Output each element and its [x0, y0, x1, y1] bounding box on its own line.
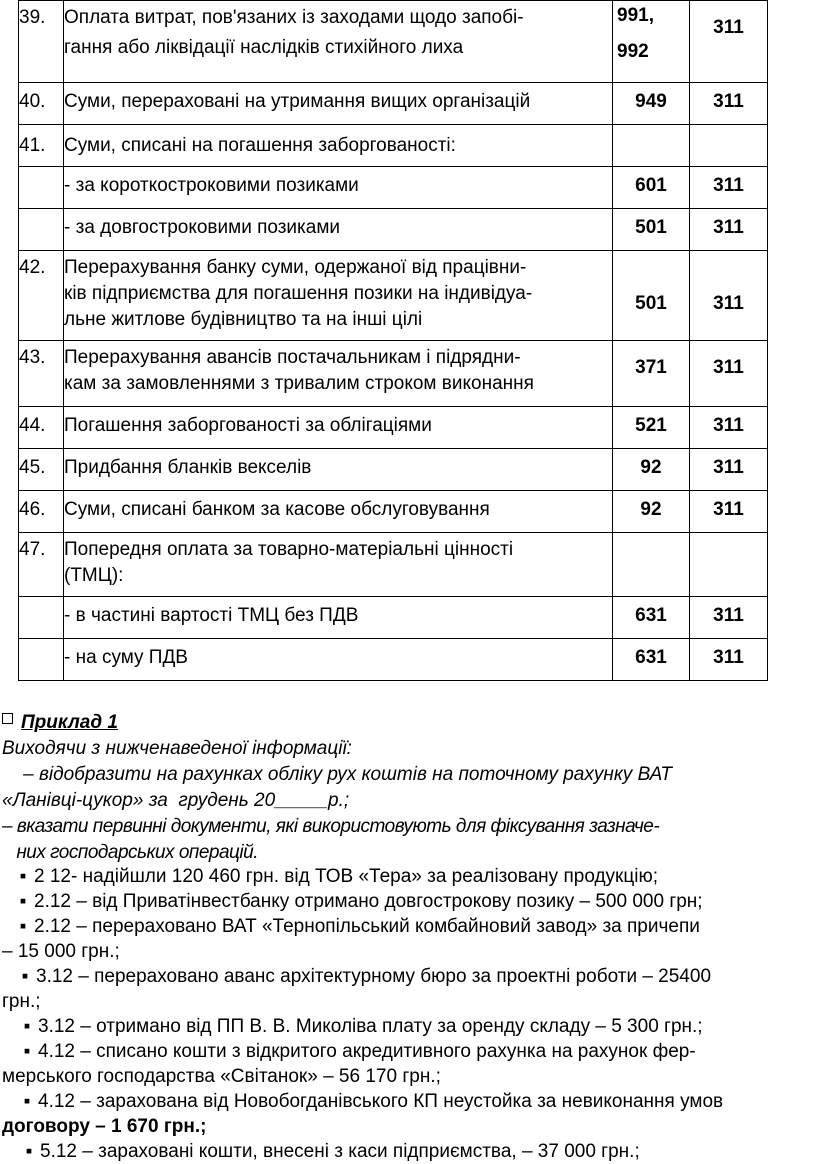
row-description [64, 167, 613, 209]
transaction-item [14, 966, 711, 988]
row-description [64, 407, 613, 449]
transaction-text: 2.12 – перераховано ВАТ «Тернопільський комбайновий завод» за причепи [34, 916, 700, 937]
bullet-icon: ▪ [19, 891, 27, 912]
debit-account [613, 83, 690, 125]
row-number: 45. [19, 449, 64, 491]
row-number: 46. [19, 491, 64, 533]
transaction-item [16, 1016, 703, 1038]
description-line: Перерахування авансів постачальникам і підрядни- [64, 347, 521, 368]
bullet-icon: ▪ [19, 866, 27, 887]
debit-account [613, 597, 690, 639]
transaction-item [12, 916, 700, 938]
debit-value: 371 [635, 357, 667, 378]
transaction-text: 2 12- надійшли 120 460 грн. від ТОВ «Тера» за реалізовану продукцію; [34, 866, 658, 887]
debit-account [613, 533, 690, 597]
bullet-icon: ▪ [23, 1091, 31, 1112]
description-line: кам за замовленнями з тривалим строком виконання [64, 373, 534, 394]
transaction-item [2, 941, 120, 963]
example-title [2, 712, 118, 734]
description-line: Попередня оплата за товарно-матеріальні цінності [64, 539, 514, 560]
row-number [19, 167, 64, 209]
row-description [64, 597, 613, 639]
description-line: - за довгостроковими позиками [64, 217, 341, 238]
description-line: - за короткостроковими позиками [64, 175, 359, 196]
row-description [64, 491, 613, 533]
debit-value: 992 [617, 41, 649, 62]
debit-value: 601 [635, 175, 667, 196]
table-row [19, 449, 768, 491]
transaction-text: мерського господарства «Світанок» – 56 170 грн.; [2, 1066, 441, 1087]
description-line: (ТМЦ): [64, 565, 124, 586]
description-line: Суми, перераховані на утримання вищих організацій [64, 91, 531, 112]
row-description [64, 533, 613, 597]
transaction-text: 2.12 – від Приватінвестбанку отримано довгострокову позику – 500 000 грн; [34, 891, 703, 912]
table-row [19, 83, 768, 125]
transaction-text: 4.12 – списано кошти з відкритого акредитивного рахунка на рахунок фер- [38, 1041, 696, 1062]
debit-value: 991, [617, 5, 654, 26]
description-line: Погашення заборгованості за облігаціями [64, 415, 432, 436]
description-line: Оплата витрат, пов'язаних із заходами щодо запобі- [64, 7, 524, 28]
credit-account: 311 [690, 597, 768, 639]
description-line: - в частині вартості ТМЦ без ПДВ [64, 605, 359, 626]
row-number: 43. [19, 341, 64, 407]
credit-account: 311 [690, 209, 768, 251]
credit-account: 311 [690, 491, 768, 533]
credit-account: 311 [690, 449, 768, 491]
transaction-text: договору – 1 670 грн.; [2, 1116, 207, 1137]
table-row [19, 597, 768, 639]
row-description [64, 639, 613, 681]
description-line: льне житлове будівництво та на інші цілі [64, 309, 423, 330]
row-description [64, 341, 613, 407]
debit-value: 92 [640, 457, 662, 478]
debit-value: 501 [635, 217, 667, 238]
table-row [19, 1, 768, 83]
bullet-icon: ▪ [23, 1041, 31, 1062]
debit-value: 501 [635, 293, 667, 314]
debit-account [613, 125, 690, 167]
description-line: гання або ліквідації наслідків стихійного лиха [64, 37, 464, 58]
example-title-text: Приклад 1 [21, 712, 118, 733]
table-row [19, 341, 768, 407]
description-line: Суми, списані банком за касове обслуговування [64, 499, 490, 520]
debit-value: 92 [640, 499, 662, 520]
debit-value: 949 [635, 91, 667, 112]
debit-account [613, 167, 690, 209]
debit-value: 631 [635, 605, 667, 626]
row-number [19, 597, 64, 639]
row-description [64, 1, 613, 83]
table-row [19, 167, 768, 209]
debit-value: 521 [635, 415, 667, 436]
bullet-icon: ▪ [23, 1016, 31, 1037]
row-description [64, 449, 613, 491]
instruction-line: «Ланівці-цукор» за грудень 20_____р.; [2, 790, 350, 811]
debit-account [613, 449, 690, 491]
credit-account: 311 [690, 407, 768, 449]
transaction-item [12, 891, 703, 913]
description-line: ків підприємства для погашення позики на індивідуа- [64, 283, 533, 304]
transaction-item [18, 1141, 640, 1163]
row-number: 40. [19, 83, 64, 125]
description-line: Перерахування банку суми, одержаної від працівни- [64, 257, 527, 278]
credit-account: 311 [690, 251, 768, 341]
credit-account: 311 [690, 83, 768, 125]
row-number: 39. [19, 1, 64, 83]
row-number [19, 639, 64, 681]
table-row [19, 125, 768, 167]
bullet-icon: ▪ [25, 1141, 33, 1162]
description-line: - на суму ПДВ [64, 647, 188, 668]
table-row [19, 533, 768, 597]
table-row [19, 407, 768, 449]
square-bullet-icon [2, 713, 13, 724]
transaction-text: 3.12 – отримано від ПП В. В. Миколіва плату за оренду складу – 5 300 грн.; [38, 1016, 703, 1037]
bullet-icon: ▪ [19, 916, 27, 937]
description-line: Суми, списані на погашення заборгованості: [64, 135, 456, 156]
transaction-item [12, 866, 658, 888]
instruction-line: Виходячи з нижченаведеної інформації: [2, 738, 352, 759]
transaction-item [2, 1066, 441, 1088]
debit-account [613, 251, 690, 341]
row-number: 47. [19, 533, 64, 597]
credit-account: 311 [690, 167, 768, 209]
transaction-text: 3.12 – перераховано аванс архітектурному бюро за проектні роботи – 25400 [36, 966, 712, 987]
instruction-line: них господарських операцій. [2, 842, 258, 863]
transaction-text: 4.12 – зарахована від Новобогданівського КП неустойка за невиконання умов [38, 1091, 724, 1112]
table-row [19, 639, 768, 681]
table-row [19, 209, 768, 251]
debit-account [613, 1, 690, 83]
row-number: 41. [19, 125, 64, 167]
credit-account: 311 [690, 341, 768, 407]
row-description [64, 125, 613, 167]
debit-value: 631 [635, 647, 667, 668]
table-row [19, 251, 768, 341]
transaction-item [16, 1041, 696, 1063]
transaction-text: 5.12 – зараховані кошти, внесені з каси підприємства, – 37 000 грн.; [40, 1141, 640, 1162]
row-number: 44. [19, 407, 64, 449]
table-row [19, 491, 768, 533]
debit-account [613, 639, 690, 681]
debit-account [613, 341, 690, 407]
row-number: 42. [19, 251, 64, 341]
bullet-icon: ▪ [21, 966, 29, 987]
debit-account [613, 491, 690, 533]
debit-account [613, 209, 690, 251]
transaction-item [16, 1091, 723, 1113]
instruction-line: – вказати первинні документи, які використовують для фіксування зазначе- [2, 816, 660, 837]
row-description [64, 251, 613, 341]
debit-account [613, 407, 690, 449]
description-line: Придбання бланків векселів [64, 457, 312, 478]
transactions-table [18, 0, 768, 681]
credit-account [690, 125, 768, 167]
credit-account [690, 533, 768, 597]
credit-account: 311 [690, 639, 768, 681]
row-description [64, 83, 613, 125]
transaction-text: – 15 000 грн.; [2, 941, 120, 962]
transaction-item [2, 991, 41, 1013]
instruction-line: – відобразити на рахунках обліку рух коштів на поточному рахунку ВАТ [2, 764, 673, 785]
transaction-text: грн.; [2, 991, 41, 1012]
row-description [64, 209, 613, 251]
transaction-item [2, 1116, 206, 1138]
row-number [19, 209, 64, 251]
credit-account: 311 [690, 1, 768, 83]
